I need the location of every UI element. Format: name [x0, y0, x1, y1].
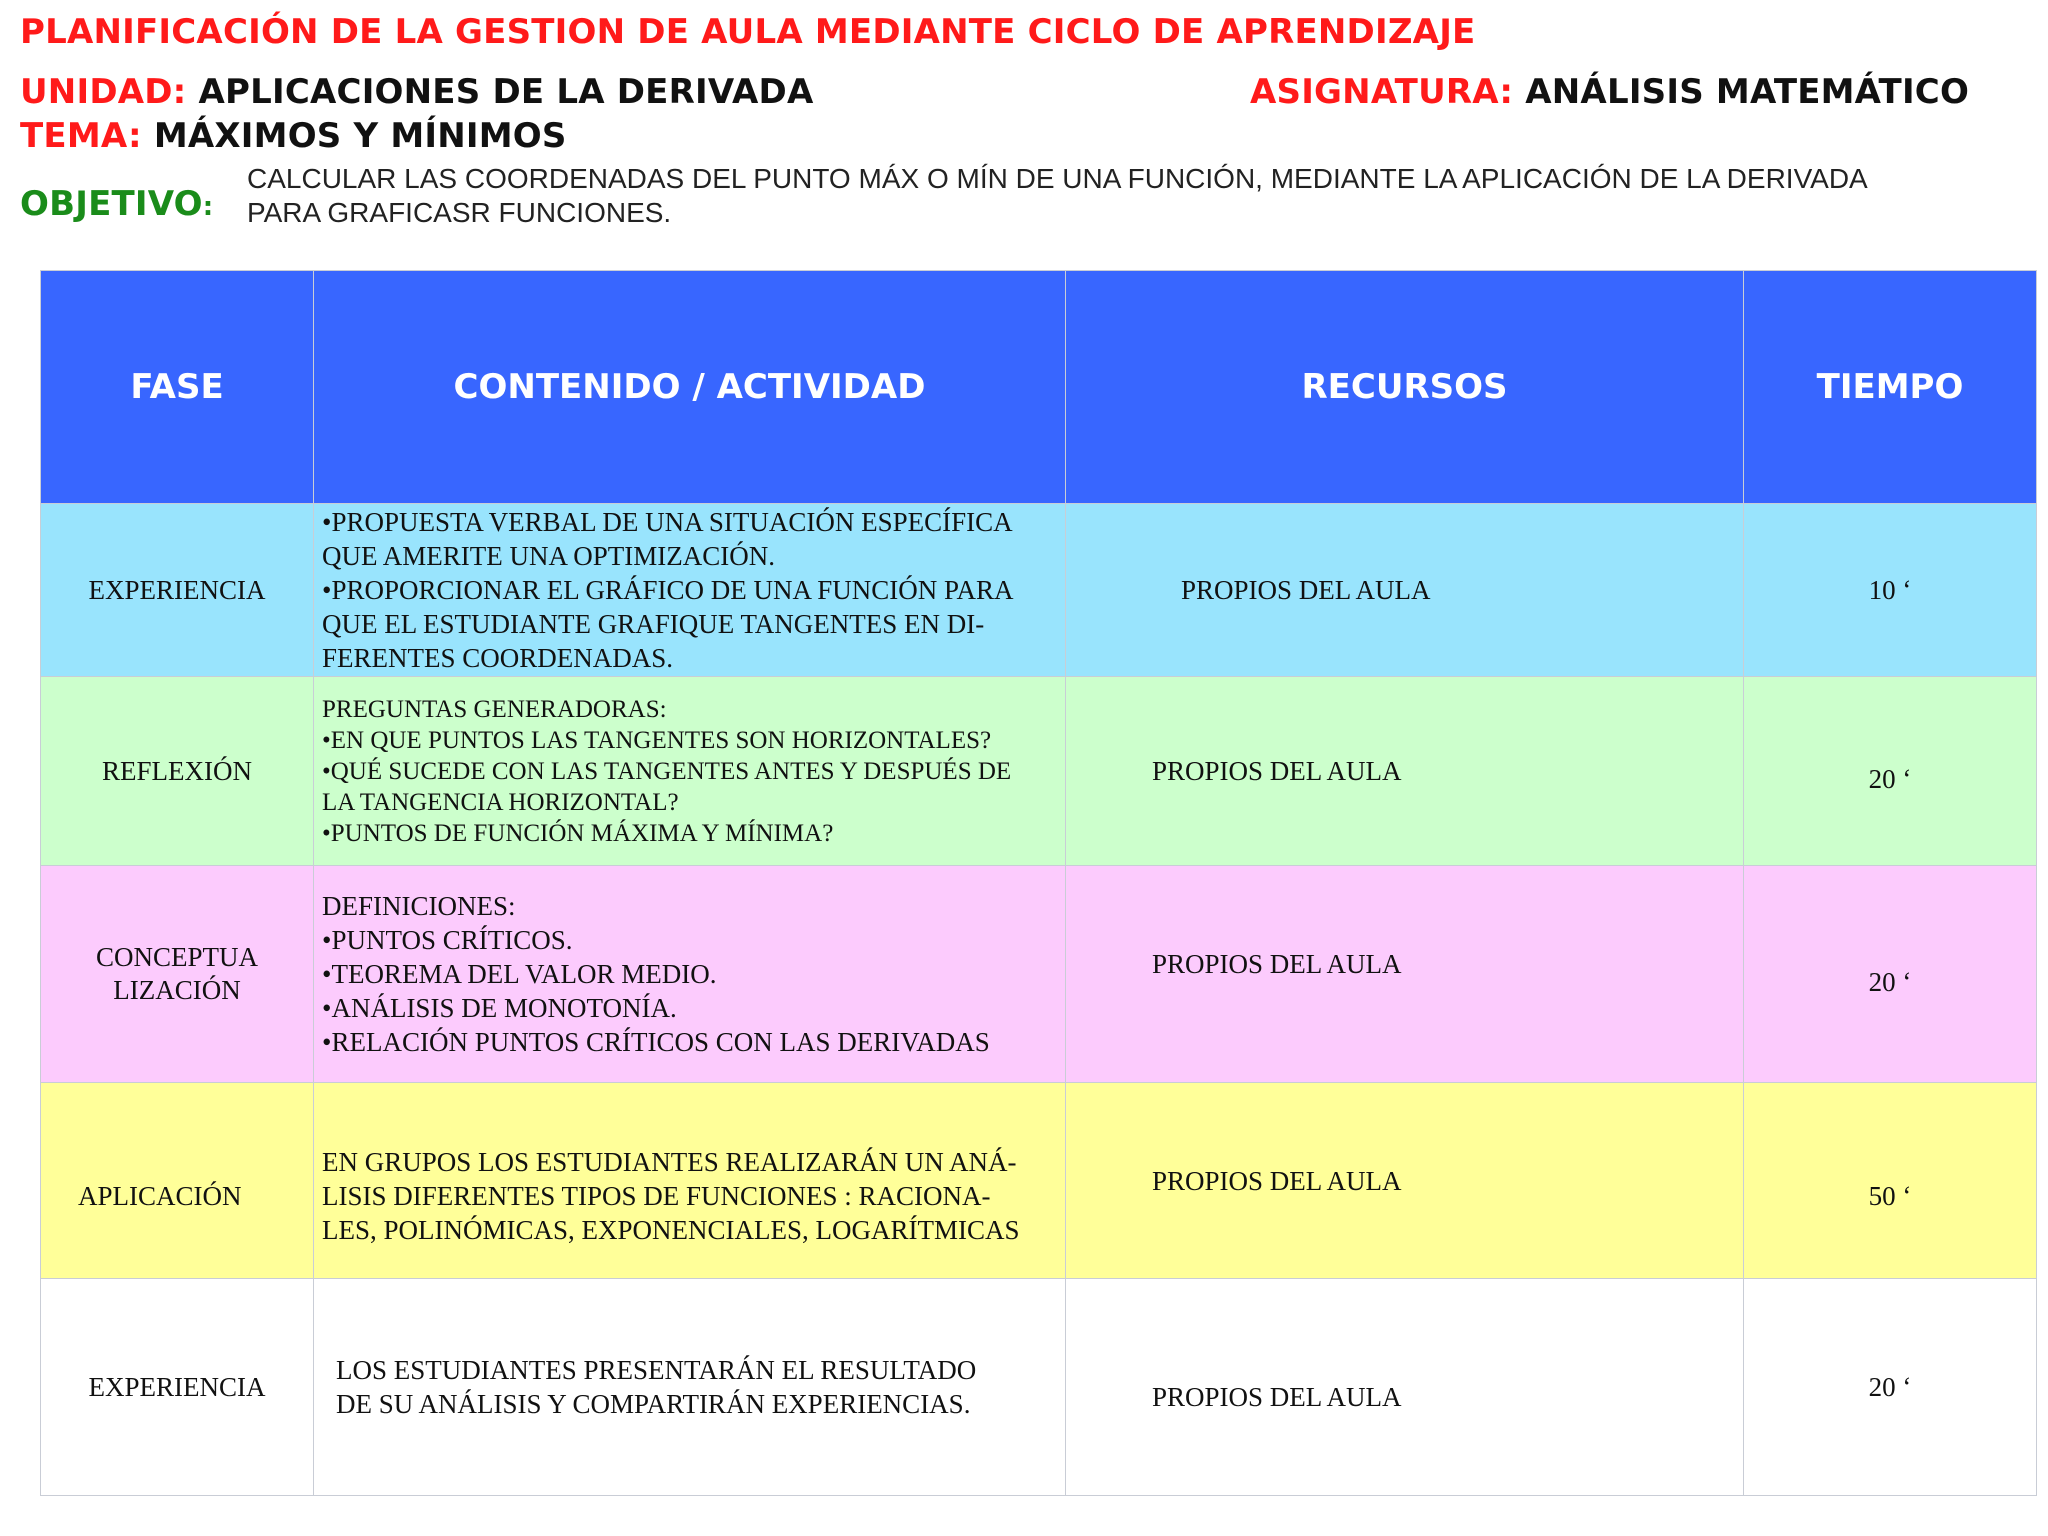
- phase-text: CONCEPTUA: [95, 942, 258, 972]
- extra-phase-table: [40, 1278, 2037, 1496]
- resources-cell: PROPIOS DEL AULA: [1066, 677, 1744, 866]
- table-row: [41, 1083, 2037, 1310]
- document-title: PLANIFICACIÓN DE LA GESTION DE AULA MEDIANTE CICLO DE APRENDIZAJE: [20, 12, 1476, 52]
- column-header-time: TIEMPO: [1744, 271, 2037, 504]
- column-header-content: CONTENIDO / ACTIVIDAD: [314, 271, 1066, 504]
- resources-cell: PROPIOS DEL AULA: [1066, 866, 1744, 1083]
- unit-line: [20, 72, 814, 112]
- time-cell: 20 ‘: [1744, 866, 2037, 1083]
- content-line: •PUNTOS DE FUNCIÓN MÁXIMA Y MÍNIMA?: [322, 819, 834, 847]
- phase-cell: [41, 504, 314, 677]
- table-row: [41, 677, 2037, 866]
- content-cell: [314, 1083, 1066, 1310]
- content-line: •PROPORCIONAR EL GRÁFICO DE UNA FUNCIÓN PARA: [322, 575, 1014, 605]
- content-line: •RELACIÓN PUNTOS CRÍTICOS CON LAS DERIVADAS: [322, 1027, 990, 1057]
- content-line: •ANÁLISIS DE MONOTONÍA.: [322, 993, 677, 1023]
- lesson-plan-table: [40, 270, 2037, 1310]
- topic-label: TEMA:: [20, 116, 142, 156]
- time-cell: 50 ‘: [1744, 1083, 2037, 1310]
- subject-label: ASIGNATURA:: [1250, 72, 1514, 112]
- time-cell: 10 ‘: [1744, 504, 2037, 677]
- content-line: •QUÉ SUCEDE CON LAS TANGENTES ANTES Y DESPUÉS DE: [322, 757, 1012, 785]
- time-cell: 20 ‘: [1744, 677, 2037, 866]
- content-line: •PROPUESTA VERBAL DE UNA SITUACIÓN ESPECÍFICA: [322, 507, 1013, 537]
- objective-line-2: PARA GRAFICASR FUNCIONES.: [247, 197, 672, 228]
- content-line: FERENTES COORDENADAS.: [322, 643, 674, 673]
- objective-colon: :: [202, 192, 214, 222]
- content-cell: [314, 1279, 1066, 1496]
- objective-label: [20, 184, 213, 224]
- content-line: QUE EL ESTUDIANTE GRAFIQUE TANGENTES EN DI-: [322, 609, 985, 639]
- content-line: •PUNTOS CRÍTICOS.: [322, 925, 573, 955]
- resources-cell: PROPIOS DEL AULA: [1066, 1279, 1744, 1496]
- content-line: LISIS DIFERENTES TIPOS DE FUNCIONES : RACIONA-: [322, 1181, 991, 1211]
- phase-cell: [41, 1083, 314, 1310]
- content-line: LES, POLINÓMICAS, EXPONENCIALES, LOGARÍTMICAS: [322, 1215, 1020, 1245]
- content-line: DE SU ANÁLISIS Y COMPARTIRÁN EXPERIENCIAS.: [336, 1389, 971, 1419]
- phase-cell: [41, 677, 314, 866]
- content-cell: [314, 866, 1066, 1083]
- content-line: •EN QUE PUNTOS LAS TANGENTES SON HORIZONTALES?: [322, 726, 992, 754]
- subject-value: ANÁLISIS MATEMÁTICO: [1525, 72, 1970, 112]
- resources-cell: PROPIOS DEL AULA: [1066, 504, 1744, 677]
- topic-value: MÁXIMOS Y MÍNIMOS: [153, 116, 567, 156]
- unit-label: UNIDAD:: [20, 72, 187, 112]
- content-line: •TEOREMA DEL VALOR MEDIO.: [322, 959, 717, 989]
- phase-cell: [41, 866, 314, 1083]
- phase-text: REFLEXIÓN: [102, 755, 252, 786]
- content-line: LOS ESTUDIANTES PRESENTARÁN EL RESULTADO: [336, 1355, 977, 1385]
- table-header-row: [41, 271, 2037, 504]
- content-line: QUE AMERITE UNA OPTIMIZACIÓN.: [322, 541, 775, 571]
- content-line: PREGUNTAS GENERADORAS:: [322, 695, 667, 723]
- content-cell: [314, 677, 1066, 866]
- unit-value: APLICACIONES DE LA DERIVADA: [198, 72, 814, 112]
- phase-text: EXPERIENCIA: [88, 574, 266, 605]
- time-cell: 20 ‘: [1744, 1279, 2037, 1496]
- phase-text: APLICACIÓN: [78, 1180, 242, 1211]
- content-line: EN GRUPOS LOS ESTUDIANTES REALIZARÁN UN ANÁ-: [322, 1147, 1017, 1177]
- content-line: LA TANGENCIA HORIZONTAL?: [322, 788, 679, 816]
- content-cell: [314, 504, 1066, 677]
- table-row: [41, 866, 2037, 1083]
- topic-line: [20, 116, 567, 156]
- column-header-phase: FASE: [41, 271, 314, 504]
- subject-line: [1250, 72, 1969, 112]
- objective-line-1: CALCULAR LAS COORDENADAS DEL PUNTO MÁX O MÍN DE UNA FUNCIÓN, MEDIANTE LA APLICACIÓN DE LA DERIVADA: [247, 163, 1868, 194]
- resources-cell: PROPIOS DEL AULA: [1066, 1083, 1744, 1310]
- table-row: [41, 504, 2037, 677]
- objective-text: [247, 162, 1967, 230]
- table-row: [41, 1279, 2037, 1496]
- phase-text: LIZACIÓN: [113, 975, 241, 1005]
- objective-label-text: OBJETIVO: [20, 184, 203, 224]
- phase-cell: EXPERIENCIA: [41, 1279, 314, 1496]
- column-header-resources: RECURSOS: [1066, 271, 1744, 504]
- content-line: DEFINICIONES:: [322, 891, 516, 921]
